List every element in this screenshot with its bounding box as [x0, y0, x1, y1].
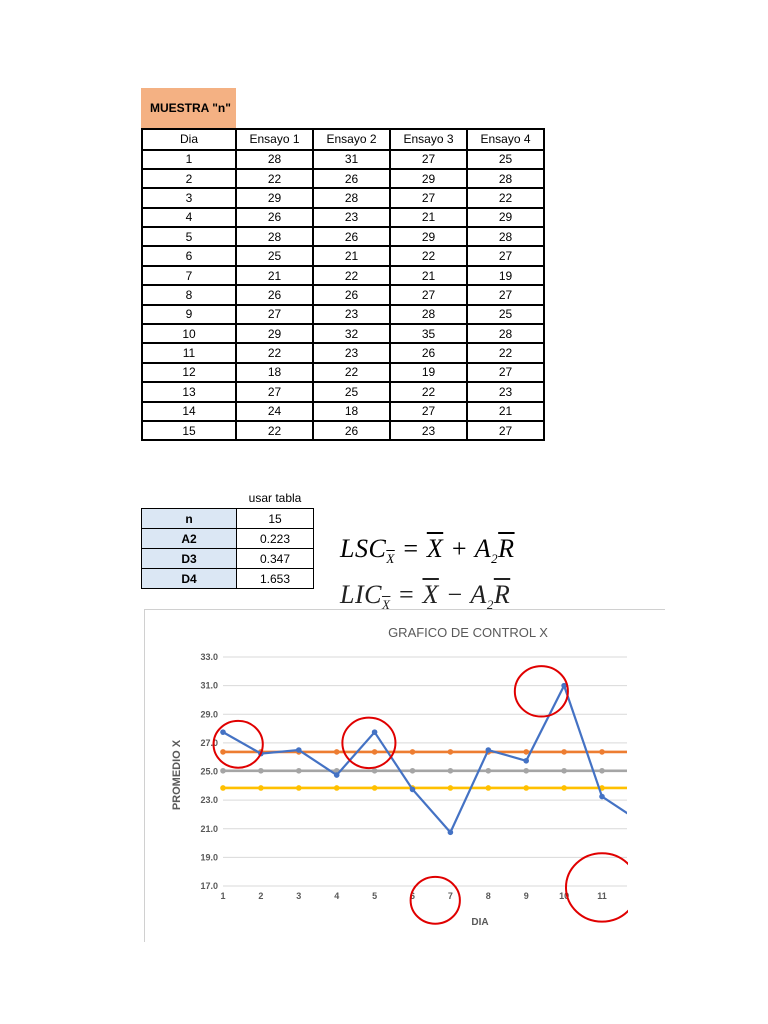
data-point	[334, 785, 340, 791]
y-tick-label: 31.0	[200, 680, 218, 691]
cell-ensayo-1: 28	[236, 150, 313, 169]
lic-lhs: LIC	[340, 580, 382, 609]
y-tick-label: 19.0	[200, 852, 218, 863]
x-tick-label: 2	[258, 891, 264, 901]
cell-ensayo-4: 25	[467, 305, 544, 324]
cell-dia: 4	[142, 208, 236, 227]
chart-ylabel: PROMEDIO X	[171, 739, 183, 811]
cell-ensayo-1: 22	[236, 169, 313, 188]
data-point	[599, 794, 605, 800]
cell-ensayo-3: 23	[390, 421, 467, 440]
data-point	[486, 785, 492, 791]
cell-ensayo-4: 27	[467, 285, 544, 304]
cell-ensayo-2: 21	[313, 246, 390, 265]
x-tick-label: 3	[296, 891, 302, 901]
header-dia: Dia	[142, 129, 236, 150]
data-point	[561, 785, 567, 791]
data-point	[220, 729, 226, 735]
x-tick-label: 6	[409, 891, 416, 901]
x-tick-label: 4	[334, 891, 340, 901]
x-tick-label: 11	[597, 891, 607, 901]
data-point	[410, 768, 416, 774]
data-point	[448, 785, 454, 791]
cell-ensayo-1: 27	[236, 382, 313, 401]
cell-ensayo-3: 22	[390, 246, 467, 265]
cell-ensayo-2: 22	[313, 266, 390, 285]
cell-ensayo-3: 29	[390, 227, 467, 246]
cell-ensayo-2: 26	[313, 169, 390, 188]
param-label: n	[142, 509, 237, 529]
data-point	[637, 785, 643, 791]
y-tick-label: 21.0	[200, 823, 218, 834]
cell-dia: 13	[142, 382, 236, 401]
data-point	[258, 768, 264, 774]
cell-ensayo-1: 25	[236, 246, 313, 265]
lsc-eq: =	[394, 534, 427, 563]
cell-ensayo-4: 28	[467, 169, 544, 188]
x-tick-label: 9	[523, 891, 529, 901]
cell-ensayo-1: 22	[236, 421, 313, 440]
param-value: 0.347	[237, 549, 314, 569]
cell-ensayo-3: 19	[390, 363, 467, 382]
cell-ensayo-2: 23	[313, 208, 390, 227]
cell-ensayo-2: 26	[313, 285, 390, 304]
param-value: 1.653	[237, 569, 314, 589]
data-point	[410, 749, 416, 755]
param-value: 15	[237, 509, 314, 529]
cell-dia: 11	[142, 343, 236, 362]
param-value: 0.223	[237, 529, 314, 549]
data-point	[637, 749, 643, 755]
cell-ensayo-1: 29	[236, 188, 313, 207]
lsc-lhs: LSC	[340, 534, 387, 563]
y-tick-label: 29.0	[200, 709, 218, 720]
data-point	[372, 729, 378, 735]
cell-ensayo-2: 32	[313, 324, 390, 343]
cell-ensayo-2: 26	[313, 227, 390, 246]
data-point	[220, 785, 226, 791]
y-tick-label: 33.0	[200, 652, 218, 662]
param-label: A2	[142, 529, 237, 549]
cell-ensayo-2: 22	[313, 363, 390, 382]
data-point	[637, 768, 643, 774]
cell-ensayo-1: 29	[236, 324, 313, 343]
cell-dia: 7	[142, 266, 236, 285]
data-point	[334, 772, 340, 778]
cell-ensayo-4: 27	[467, 246, 544, 265]
cell-ensayo-2: 26	[313, 421, 390, 440]
params-caption: usar tabla	[248, 491, 302, 505]
lsc-rbar: $\overline{R}$	[498, 534, 515, 563]
cell-ensayo-3: 29	[390, 169, 467, 188]
lsc-a-sub: 2	[491, 551, 499, 566]
y-tick-label: 25.0	[200, 766, 218, 777]
cell-dia: 3	[142, 188, 236, 207]
cell-ensayo-3: 21	[390, 208, 467, 227]
cell-ensayo-3: 21	[390, 266, 467, 285]
x-tick-label: 10	[559, 891, 570, 901]
cell-ensayo-3: 28	[390, 305, 467, 324]
data-point	[448, 768, 454, 774]
cell-ensayo-1: 21	[236, 266, 313, 285]
header-ensayo-4: Ensayo 4	[467, 129, 544, 150]
cell-ensayo-1: 28	[236, 227, 313, 246]
cell-dia: 14	[142, 402, 236, 421]
cell-ensayo-1: 22	[236, 343, 313, 362]
cell-ensayo-3: 35	[390, 324, 467, 343]
muestra-label: MUESTRA "n"	[150, 101, 231, 115]
series-line	[223, 686, 640, 833]
cell-dia: 15	[142, 421, 236, 440]
cell-ensayo-3: 26	[390, 343, 467, 362]
data-point	[296, 747, 302, 753]
data-point	[220, 749, 226, 755]
cell-ensayo-3: 27	[390, 188, 467, 207]
cell-ensayo-4: 28	[467, 227, 544, 246]
data-point	[410, 787, 416, 793]
cell-ensayo-4: 22	[467, 188, 544, 207]
lsc-xbar: $\overline{X}$	[426, 534, 444, 563]
y-tick-label: 23.0	[200, 795, 218, 806]
data-point	[523, 785, 529, 791]
chart-title: GRAFICO DE CONTROL X	[388, 625, 548, 640]
cell-ensayo-3: 22	[390, 382, 467, 401]
data-point	[372, 785, 378, 791]
cell-dia: 1	[142, 150, 236, 169]
chart-xlabel: DIA	[471, 917, 489, 928]
data-point	[220, 768, 226, 774]
cell-ensayo-3: 27	[390, 285, 467, 304]
lic-eq: =	[390, 580, 423, 609]
annotation-circle	[214, 721, 263, 768]
data-point	[448, 830, 454, 836]
cell-ensayo-4: 22	[467, 343, 544, 362]
y-tick-label: 17.0	[200, 881, 218, 891]
cell-ensayo-4: 27	[467, 363, 544, 382]
data-point	[334, 749, 340, 755]
cell-ensayo-1: 27	[236, 305, 313, 324]
data-point	[561, 749, 567, 755]
data-point	[258, 785, 264, 791]
cell-ensayo-4: 25	[467, 150, 544, 169]
lic-xbar: $\overline{X}$	[422, 580, 439, 609]
lic-sub: X	[381, 597, 391, 612]
cell-ensayo-4: 23	[467, 382, 544, 401]
data-point	[523, 768, 529, 774]
lic-rbar: $\overline{R}$	[493, 580, 511, 609]
cell-dia: 5	[142, 227, 236, 246]
cell-ensayo-3: 27	[390, 402, 467, 421]
cell-ensayo-2: 28	[313, 188, 390, 207]
cell-dia: 9	[142, 305, 236, 324]
cell-dia: 12	[142, 363, 236, 382]
y-tick-label: 27.0	[200, 737, 218, 748]
x-tick-label: 1	[220, 891, 226, 901]
data-point	[599, 768, 605, 774]
header-ensayo-3: Ensayo 3	[390, 129, 467, 150]
data-point	[296, 768, 302, 774]
cell-ensayo-1: 26	[236, 208, 313, 227]
cell-ensayo-2: 25	[313, 382, 390, 401]
data-point	[372, 749, 378, 755]
data-point	[448, 749, 454, 755]
cell-ensayo-2: 23	[313, 305, 390, 324]
data-point	[523, 758, 529, 764]
data-point	[486, 747, 492, 753]
lsc-plus: + A	[443, 534, 492, 563]
cell-ensayo-2: 31	[313, 150, 390, 169]
cell-ensayo-4: 28	[467, 324, 544, 343]
x-tick-label: 7	[447, 891, 453, 901]
header-ensayo-1: Ensayo 1	[236, 129, 313, 150]
cell-ensayo-2: 23	[313, 343, 390, 362]
param-label: D3	[142, 549, 237, 569]
annotation-circle	[566, 853, 638, 921]
data-point	[599, 749, 605, 755]
data-point	[561, 768, 567, 774]
param-label: D4	[142, 569, 237, 589]
cell-ensayo-4: 21	[467, 402, 544, 421]
lic-minus: − A	[438, 580, 487, 609]
cell-ensayo-3: 27	[390, 150, 467, 169]
header-ensayo-2: Ensayo 2	[313, 129, 390, 150]
x-tick-label: 5	[372, 891, 378, 901]
data-point	[486, 768, 492, 774]
data-point	[637, 819, 643, 825]
data-point	[296, 785, 302, 791]
cell-ensayo-1: 24	[236, 402, 313, 421]
cell-ensayo-4: 29	[467, 208, 544, 227]
lsc-sub: X	[386, 551, 395, 566]
cell-ensayo-1: 26	[236, 285, 313, 304]
data-point	[523, 749, 529, 755]
cell-ensayo-4: 19	[467, 266, 544, 285]
cell-ensayo-4: 27	[467, 421, 544, 440]
cell-dia: 2	[142, 169, 236, 188]
cell-ensayo-2: 18	[313, 402, 390, 421]
cell-dia: 6	[142, 246, 236, 265]
cell-dia: 8	[142, 285, 236, 304]
annotation-circle	[515, 666, 568, 716]
x-tick-label: 8	[485, 891, 491, 901]
cell-dia: 10	[142, 324, 236, 343]
lic-a-sub: 2	[486, 597, 494, 612]
cell-ensayo-1: 18	[236, 363, 313, 382]
